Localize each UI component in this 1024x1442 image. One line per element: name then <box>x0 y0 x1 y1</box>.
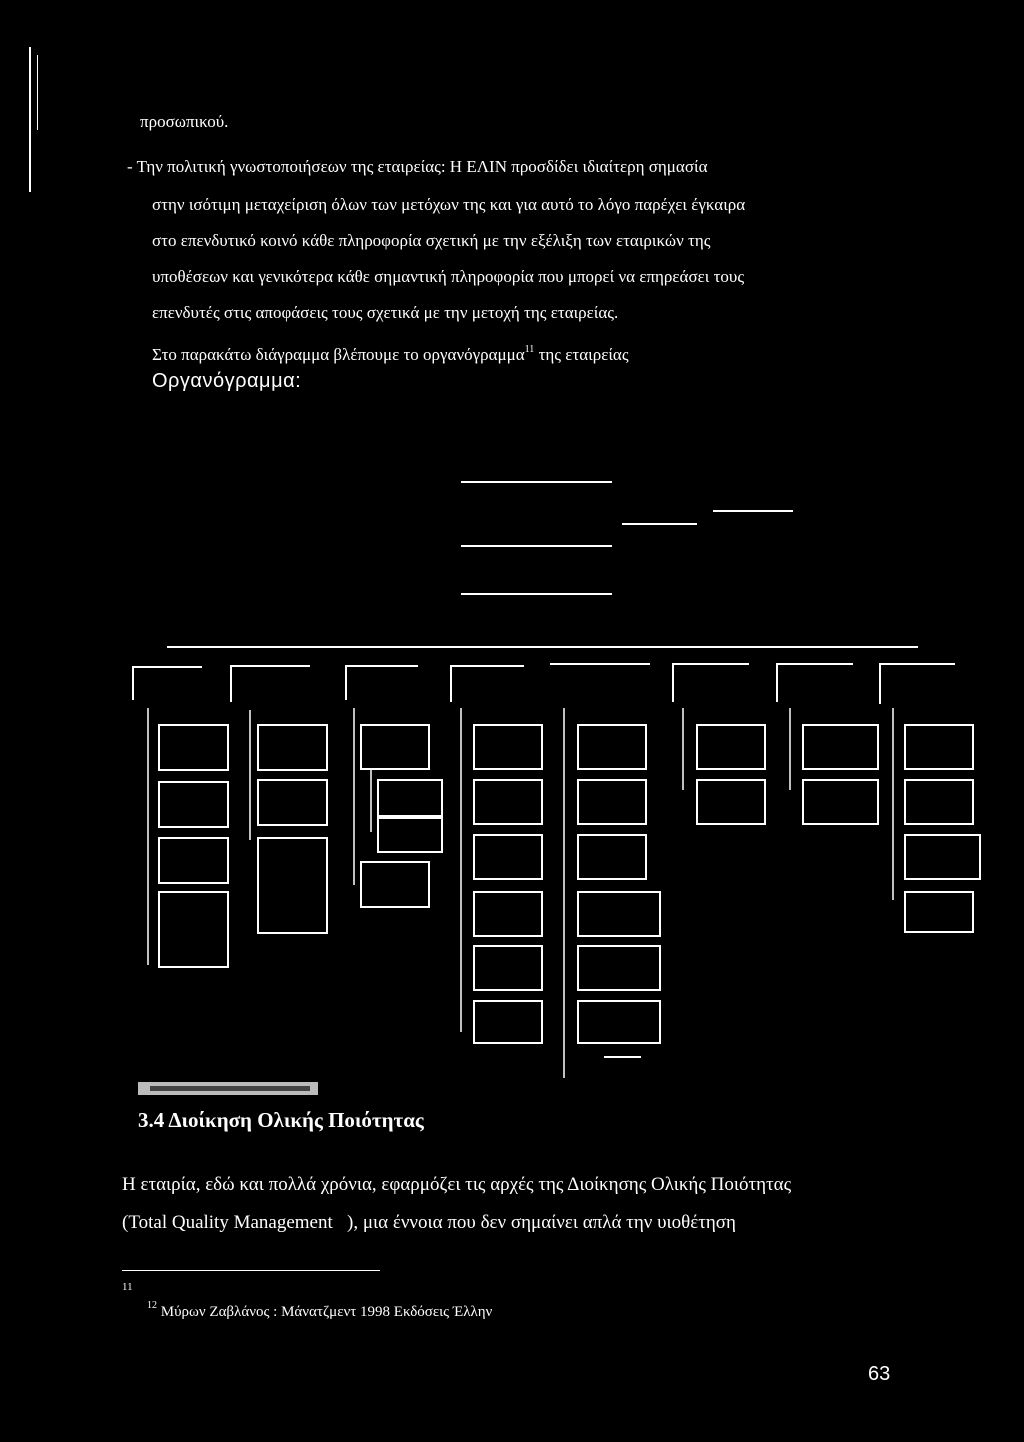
text-line: επενδυτές στις αποφάσεις τους σχετικά με την μετοχή της εταιρείας. <box>152 303 619 322</box>
org-box <box>474 892 542 936</box>
org-box <box>159 782 228 827</box>
org-box <box>258 725 327 770</box>
org-box <box>474 725 542 769</box>
section-title: Διοίκηση Ολικής Ποιότητας <box>168 1108 424 1132</box>
org-box <box>378 780 442 816</box>
org-box <box>905 725 973 769</box>
org-box <box>803 725 878 769</box>
org-box <box>361 862 429 907</box>
org-box <box>258 780 327 825</box>
text-line: προσωπικού. <box>140 112 229 131</box>
text-line: στην ισότιμη μεταχείριση όλων των μετόχων της και για αυτό το λόγο παρέχει έγκαιρα <box>152 195 746 214</box>
text-line: Η εταιρία, εδώ και πολλά χρόνια, εφαρμόζει τις αρχές της Διοίκησης Ολικής Ποιότητας <box>122 1174 792 1195</box>
org-box <box>159 725 228 770</box>
text-line: - Την πολιτική γνωστοποιήσεων της εταιρείας: Η ΕΛΙΝ προσδίδει ιδιαίτερη σημασία <box>127 157 708 176</box>
org-box <box>159 838 228 883</box>
org-box <box>578 780 646 824</box>
org-box <box>474 1001 542 1043</box>
org-box <box>474 946 542 990</box>
org-box <box>697 725 765 769</box>
footnote-rule <box>122 1270 380 1271</box>
footnote-12-text: Μύρων Ζαβλάνος : Μάνατζμεντ 1998 Εκδόσεις Έλλην <box>160 1304 493 1320</box>
org-box <box>474 835 542 879</box>
column-bracket <box>880 664 955 704</box>
org-box <box>578 892 660 936</box>
text-line: υποθέσεων και γενικότερα κάθε σημαντική πληροφορία που μπορεί να επηρεάσει τους <box>152 267 745 286</box>
column-bracket <box>777 664 853 702</box>
org-box <box>905 892 973 932</box>
text-line: (Total Quality Management ), μια έννοια που δεν σημαίνει απλά την υιοθέτηση <box>122 1212 736 1233</box>
column-bracket <box>346 666 418 700</box>
column-bracket <box>133 667 202 700</box>
org-box <box>578 835 646 879</box>
org-box <box>905 780 973 824</box>
diagram-intro-text: Στο παρακάτω διάγραμμα βλέπουμε το οργανόγραμμα <box>152 345 525 364</box>
org-box <box>578 1001 660 1043</box>
section-number: 3.4 <box>138 1108 165 1132</box>
column-bracket <box>451 666 524 702</box>
footnote-12-marker: 12 <box>147 1300 157 1311</box>
org-box <box>258 838 327 933</box>
org-box <box>578 946 660 990</box>
footnote-ref[interactable]: 11 <box>524 344 535 355</box>
org-box <box>378 818 442 852</box>
org-box <box>578 725 646 769</box>
org-box <box>697 780 765 824</box>
org-box <box>905 835 980 879</box>
footnote-12 <box>147 1300 492 1321</box>
org-box <box>803 780 878 824</box>
org-box <box>361 725 429 769</box>
org-box <box>474 780 542 824</box>
section-heading <box>138 1108 424 1133</box>
column-bracket <box>231 666 310 702</box>
diagram-intro-text-end: της εταιρείας <box>538 345 629 364</box>
text-line: στο επενδυτικό κοινό κάθε πληροφορία σχετική με την εξέλιξη των εταιρικών της <box>152 231 711 250</box>
org-heading: Οργανόγραμμα: <box>152 370 302 392</box>
footnote-11: 11 <box>122 1281 133 1293</box>
scan-artifact <box>150 1086 310 1091</box>
org-box <box>159 892 228 967</box>
column-bracket <box>673 664 749 702</box>
page-number: 63 <box>868 1363 891 1385</box>
